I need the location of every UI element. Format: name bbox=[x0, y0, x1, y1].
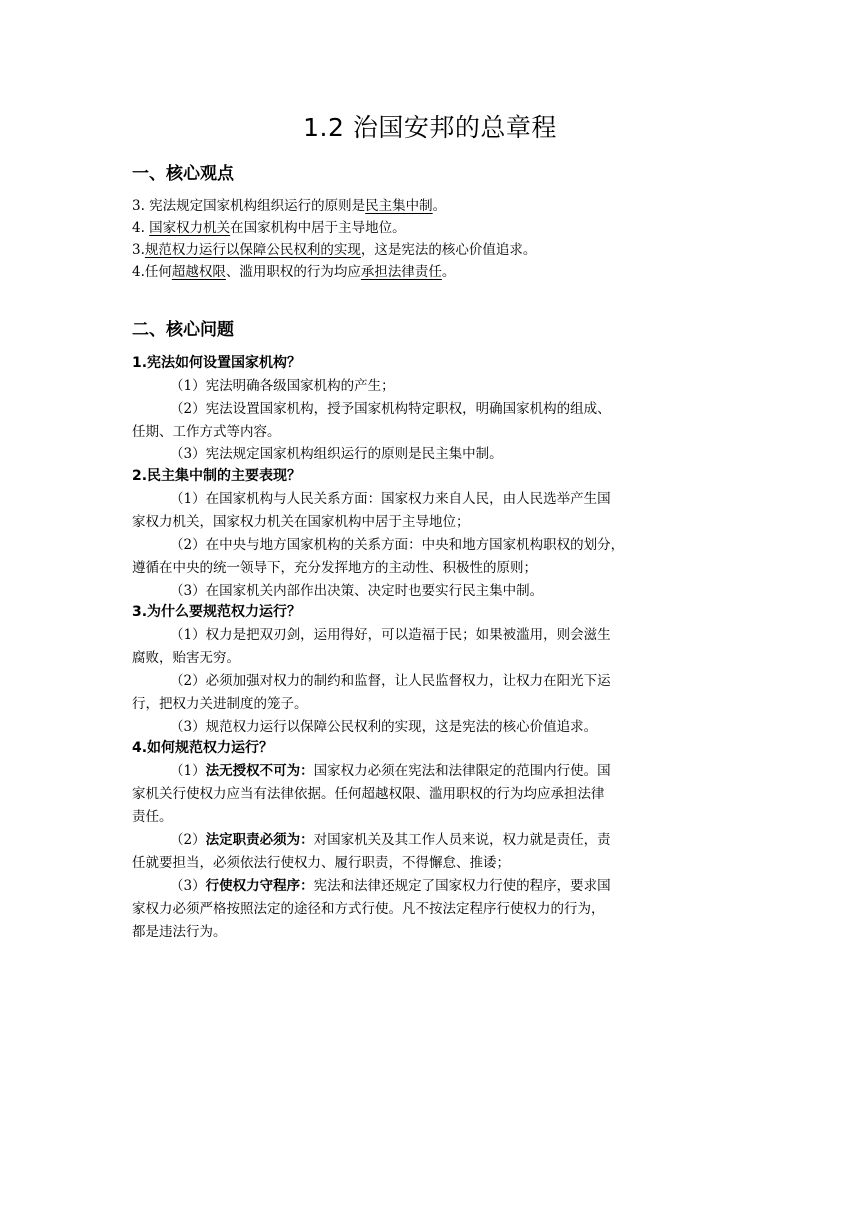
section-heading-core-questions: 二、核心问题 bbox=[132, 320, 234, 340]
answer-line: （2）在中央与地方国家机构的关系方面：中央和地方国家机构职权的划分， bbox=[170, 537, 625, 553]
answer-line: （1）在国家机构与人民关系方面：国家权力来自人民，由人民选举产生国 bbox=[170, 491, 611, 507]
core-point-1 bbox=[132, 195, 732, 217]
answer-line bbox=[170, 760, 732, 782]
core-point-text: 。 bbox=[441, 264, 456, 280]
answer-number: （2） bbox=[170, 832, 206, 848]
answer-bold-lead: 行使权力守程序： bbox=[205, 878, 314, 894]
core-point-underline: 超越权限 bbox=[171, 264, 226, 280]
core-point-text: 4. bbox=[132, 220, 150, 236]
answer-number: （1） bbox=[170, 763, 206, 779]
answer-bold-lead: 法定职责必须为： bbox=[205, 832, 314, 848]
question-title-1: 1.宪法如何设置国家机构？ bbox=[132, 355, 302, 371]
question-title-4: 4.如何规范权力运行？ bbox=[132, 740, 274, 756]
answer-text: 宪法和法律还规定了国家权力行使的程序，要求国 bbox=[313, 878, 611, 894]
section-heading-core-views: 一、核心观点 bbox=[132, 164, 234, 184]
question-title-3: 3.为什么要规范权力运行？ bbox=[132, 604, 302, 620]
core-point-text: 在国家机构中居于主导地位。 bbox=[230, 220, 406, 236]
answer-line: （2）必须加强对权力的制约和监督，让人民监督权力，让权力在阳光下运 bbox=[170, 673, 611, 689]
core-point-text: ，这是宪法的核心价值追求。 bbox=[360, 242, 537, 258]
answer-number: （3） bbox=[170, 878, 206, 894]
answer-line bbox=[170, 829, 732, 851]
answer-text: 国家权力必须在宪法和法律限定的范围内行使。国 bbox=[313, 763, 611, 779]
core-point-underline: 承担法律责任 bbox=[360, 264, 442, 280]
core-point-underline: 国家权力机关 bbox=[149, 220, 231, 236]
answer-bold-lead: 法无授权不可为： bbox=[205, 763, 314, 779]
answer-line: （2）宪法设置国家机构，授予国家机构特定职权，明确国家机构的组成、 bbox=[170, 401, 611, 417]
answer-line bbox=[170, 875, 732, 897]
core-point-2 bbox=[132, 217, 732, 239]
answer-text: 对国家机关及其工作人员来说，权力就是责任，责 bbox=[313, 832, 611, 848]
core-point-3 bbox=[132, 239, 732, 261]
answer-line: （3）宪法规定国家机构组织运行的原则是民主集中制。 bbox=[170, 446, 503, 462]
core-point-text: 3. 宪法规定国家机构组织运行的原则是 bbox=[132, 198, 366, 214]
answer-line: 遵循在中央的统一领导下，充分发挥地方的主动性、积极性的原则； bbox=[132, 560, 537, 576]
answer-line: （3）规范权力运行以保障公民权利的实现，这是宪法的核心价值追求。 bbox=[170, 719, 598, 735]
core-point-text: 、滥用职权的行为均应 bbox=[225, 264, 361, 280]
core-point-text: 。 bbox=[432, 198, 447, 214]
answer-line: 任就要担当，必须依法行使权力、履行职责，不得懈怠、推诿； bbox=[132, 855, 510, 871]
answer-line: 行，把权力关进制度的笼子。 bbox=[132, 696, 308, 712]
answer-line: 腐败，贻害无穷。 bbox=[132, 650, 240, 666]
answer-line: 家机关行使权力应当有法律依据。任何超越权限、滥用职权的行为均应承担法律 bbox=[132, 786, 605, 802]
question-title-2: 2.民主集中制的主要表现？ bbox=[132, 468, 302, 484]
answer-line: （1）权力是把双刃剑，运用得好，可以造福于民；如果被滥用，则会滋生 bbox=[170, 627, 611, 643]
answer-line: 都是违法行为。 bbox=[132, 924, 227, 940]
core-point-underline: 规范权力运行以保障公民权利的实现 bbox=[144, 242, 361, 258]
answer-line: 家权力机关，国家权力机关在国家机构中居于主导地位； bbox=[132, 514, 470, 530]
core-point-text: 4.任何 bbox=[132, 264, 172, 280]
core-point-underline: 民主集中制 bbox=[365, 198, 433, 214]
page-title: 1.2 治国安邦的总章程 bbox=[303, 113, 557, 142]
answer-line: （1）宪法明确各级国家机构的产生； bbox=[170, 378, 395, 394]
answer-line: 任期、工作方式等内容。 bbox=[132, 424, 281, 440]
answer-line: 家权力必须严格按照法定的途径和方式行使。凡不按法定程序行使权力的行为， bbox=[132, 901, 605, 917]
core-point-4 bbox=[132, 261, 732, 283]
core-point-text: 3. bbox=[132, 242, 145, 258]
answer-line: （3）在国家机关内部作出决策、决定时也要实行民主集中制。 bbox=[170, 583, 544, 599]
answer-line: 责任。 bbox=[132, 809, 173, 825]
